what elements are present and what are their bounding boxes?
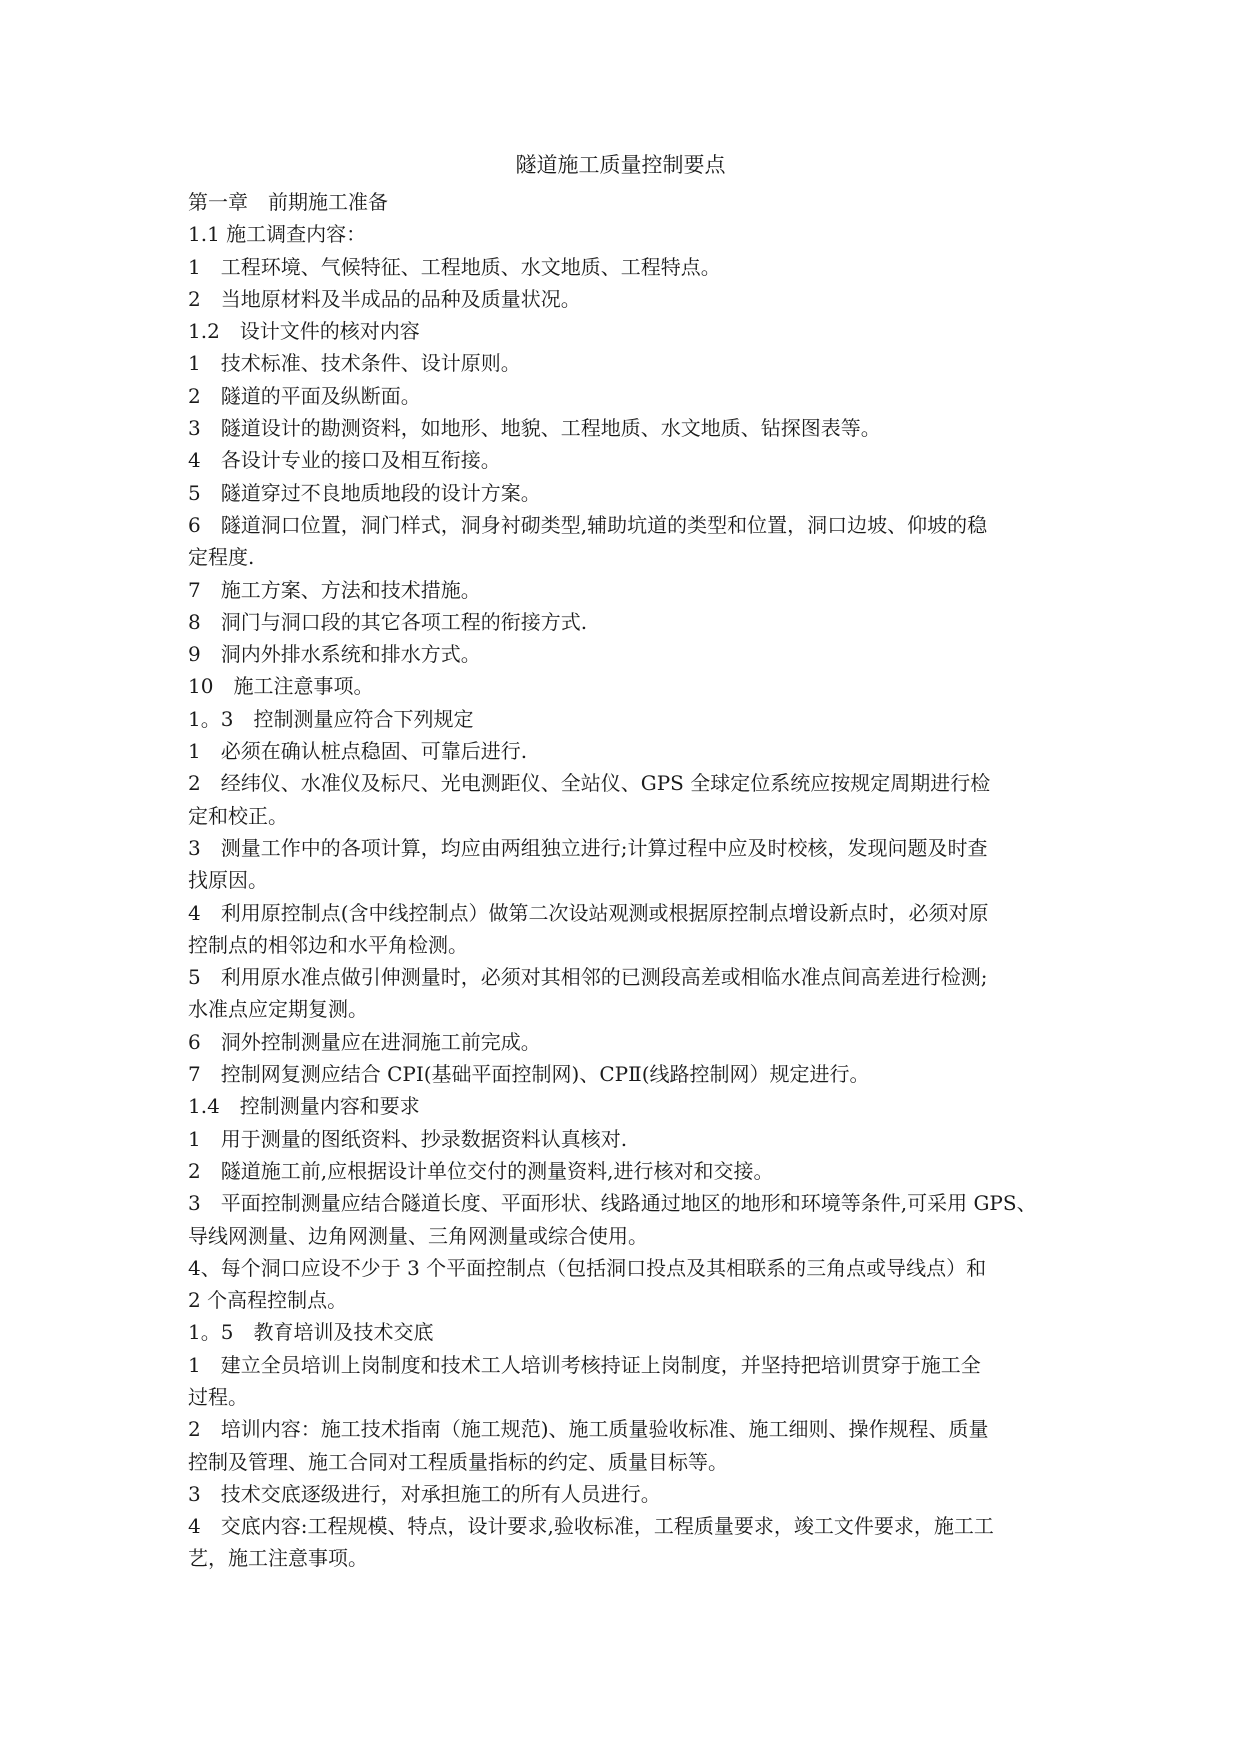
document-title: 隧道施工质量控制要点 [515,153,726,177]
text-line: 2 个高程控制点。 [188,1288,348,1313]
text-line: 2 隧道施工前,应根据设计单位交付的测量资料,进行核对和交接。 [188,1158,774,1183]
text-line: 9 洞内外排水系统和排水方式。 [188,642,481,667]
text-line: 定程度. [188,545,255,570]
text-line: 过程。 [188,1384,248,1409]
text-line: 2 经纬仪、水准仪及标尺、光电测距仪、全站仪、GPS 全球定位系统应按规定周期进行检 [188,771,991,796]
text-line: 5 隧道穿过不良地质地段的设计方案。 [188,480,541,505]
text-line: 1。5 教育培训及技术交底 [188,1320,434,1345]
text-line: 2 当地原材料及半成品的品种及质量状况。 [188,286,581,311]
text-line: 1.1 施工调查内容： [188,222,367,247]
text-line: 6 隧道洞口位置，洞门样式，洞身衬砌类型,辅助坑道的类型和位置，洞口边坡、仰坡的稳 [188,512,988,537]
text-line: 6 洞外控制测量应在进洞施工前完成。 [188,1029,541,1054]
text-line: 4 交底内容:工程规模、特点，设计要求,验收标准，工程质量要求，竣工文件要求，施工工 [188,1514,994,1539]
text-line: 1。3 控制测量应符合下列规定 [188,706,474,731]
text-line: 2 隧道的平面及纵断面。 [188,383,421,408]
text-line: 找原因。 [188,868,268,893]
text-line: 3 测量工作中的各项计算，均应由两组独立进行;计算过程中应及时校核，发现问题及时查 [188,835,988,860]
text-line: 控制及管理、施工合同对工程质量指标的约定、质量目标等。 [188,1449,728,1474]
text-line: 1 工程环境、气候特征、工程地质、水文地质、工程特点。 [188,254,721,279]
text-line: 4 利用原控制点(含中线控制点）做第二次设站观测或根据原控制点增设新点时，必须对原 [188,900,989,925]
text-line: 1 用于测量的图纸资料、抄录数据资料认真核对. [188,1126,628,1151]
text-line: 1 技术标准、技术条件、设计原则。 [188,351,521,376]
text-line: 7 控制网复测应结合 CPⅠ(基础平面控制网)、CPⅡ(线路控制网）规定进行。 [188,1062,870,1087]
text-line: 艺，施工注意事项。 [188,1546,368,1571]
text-line: 5 利用原水准点做引伸测量时，必须对其相邻的已测段高差或相临水准点间高差进行检测; [188,965,988,990]
text-line: 2 培训内容：施工技术指南（施工规范)、施工质量验收标准、施工细则、操作规程、质量 [188,1417,989,1442]
text-line: 第一章 前期施工准备 [188,190,388,214]
text-line: 1 必须在确认桩点稳固、可靠后进行. [188,739,528,764]
text-line: 10 施工注意事项。 [188,674,374,699]
text-line: 水准点应定期复测。 [188,997,368,1022]
text-line: 1.2 设计文件的核对内容 [188,319,420,344]
text-line: 3 隧道设计的勘测资料，如地形、地貌、工程地质、水文地质、钻探图表等。 [188,416,881,441]
text-line: 3 技术交底逐级进行，对承担施工的所有人员进行。 [188,1481,661,1506]
text-line: 3 平面控制测量应结合隧道长度、平面形状、线路通过地区的地形和环境等条件,可采用 GPS、 [188,1191,1037,1216]
text-line: 7 施工方案、方法和技术措施。 [188,577,481,602]
document-body [188,186,1068,1575]
text-line: 1 建立全员培训上岗制度和技术工人培训考核持证上岗制度，并坚持把培训贯穿于施工全 [188,1352,981,1377]
text-line: 导线网测量、边角网测量、三角网测量或综合使用。 [188,1223,648,1248]
text-line: 1.4 控制测量内容和要求 [188,1094,420,1119]
text-line: 8 洞门与洞口段的其它各项工程的衔接方式. [188,609,588,634]
text-line: 4、每个洞口应设不少于 3 个平面控制点（包括洞口投点及其相联系的三角点或导线点）和 [188,1255,987,1280]
text-line: 4 各设计专业的接口及相互衔接。 [188,448,501,473]
text-line: 控制点的相邻边和水平角检测。 [188,932,468,957]
text-line: 定和校正。 [188,803,288,828]
